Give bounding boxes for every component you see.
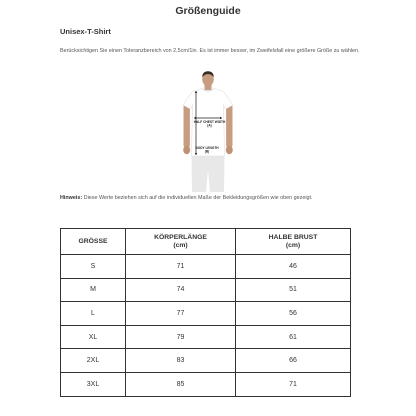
table-row <box>61 255 351 279</box>
model-illustration <box>163 70 253 192</box>
cell-size: 2XL <box>61 349 126 373</box>
cell-half-chest: 56 <box>236 302 351 326</box>
cell-half-chest: 46 <box>236 255 351 279</box>
cell-body-length: 77 <box>126 302 236 326</box>
model-right-arm <box>226 104 232 148</box>
cell-half-chest: 51 <box>236 278 351 302</box>
section-title: Unisex-T-Shirt <box>60 27 111 36</box>
cell-body-length: 83 <box>126 349 236 373</box>
length-label-line2: (B) <box>204 149 210 154</box>
table-row <box>61 325 351 349</box>
table-row <box>61 372 351 396</box>
cell-half-chest: 71 <box>236 372 351 396</box>
chest-label-line2: (A) <box>207 123 212 128</box>
chest-label-line1: HALF CHEST WIDTH <box>193 119 226 124</box>
note-label: Hinweis: <box>60 195 83 201</box>
table-row <box>61 349 351 373</box>
cell-body-length: 74 <box>126 278 236 302</box>
note-text <box>60 194 380 202</box>
cell-size: XL <box>61 325 126 349</box>
size-table <box>60 228 351 397</box>
cell-half-chest: 66 <box>236 349 351 373</box>
header-half-chest-unit: (cm) <box>285 241 301 249</box>
header-body-length <box>126 229 236 255</box>
header-size <box>61 229 126 255</box>
cell-body-length: 79 <box>126 325 236 349</box>
cell-half-chest: 61 <box>236 325 351 349</box>
model-figure <box>163 70 253 192</box>
table-header-row <box>61 229 351 255</box>
cell-size: S <box>61 255 126 279</box>
model-left-hand <box>183 146 190 154</box>
model-pants <box>192 154 225 192</box>
cell-size: L <box>61 302 126 326</box>
header-half-chest <box>236 229 351 255</box>
header-body-length-label: KÖRPERLÄNGE <box>154 233 207 241</box>
cell-body-length: 71 <box>126 255 236 279</box>
model-left-arm <box>184 104 190 148</box>
model-neck <box>205 84 212 90</box>
model-right-hand <box>226 146 233 154</box>
cell-size: 3XL <box>61 372 126 396</box>
table-row <box>61 302 351 326</box>
cell-body-length: 85 <box>126 372 236 396</box>
header-size-label: GRÖSSE <box>78 237 108 245</box>
intro-text: Berücksichtigen Sie einen Toleranzbereich von 2,5cm/1in. Es ist immer besser, im Zweifelsfall eine größere Größe zu wählen. <box>60 48 360 54</box>
page-title: Größenguide <box>175 5 241 17</box>
length-label-line1: BODY LENGTH <box>195 146 219 150</box>
header-body-length-unit: (cm) <box>173 241 188 249</box>
table-row <box>61 278 351 302</box>
cell-size: M <box>61 278 126 302</box>
note-body: Diese Werte beziehen sich auf die individuellen Maße der Bekleidungsgrößen wie oben gezeigt. <box>82 195 313 201</box>
header-half-chest-label: HALBE BRUST <box>268 233 318 241</box>
